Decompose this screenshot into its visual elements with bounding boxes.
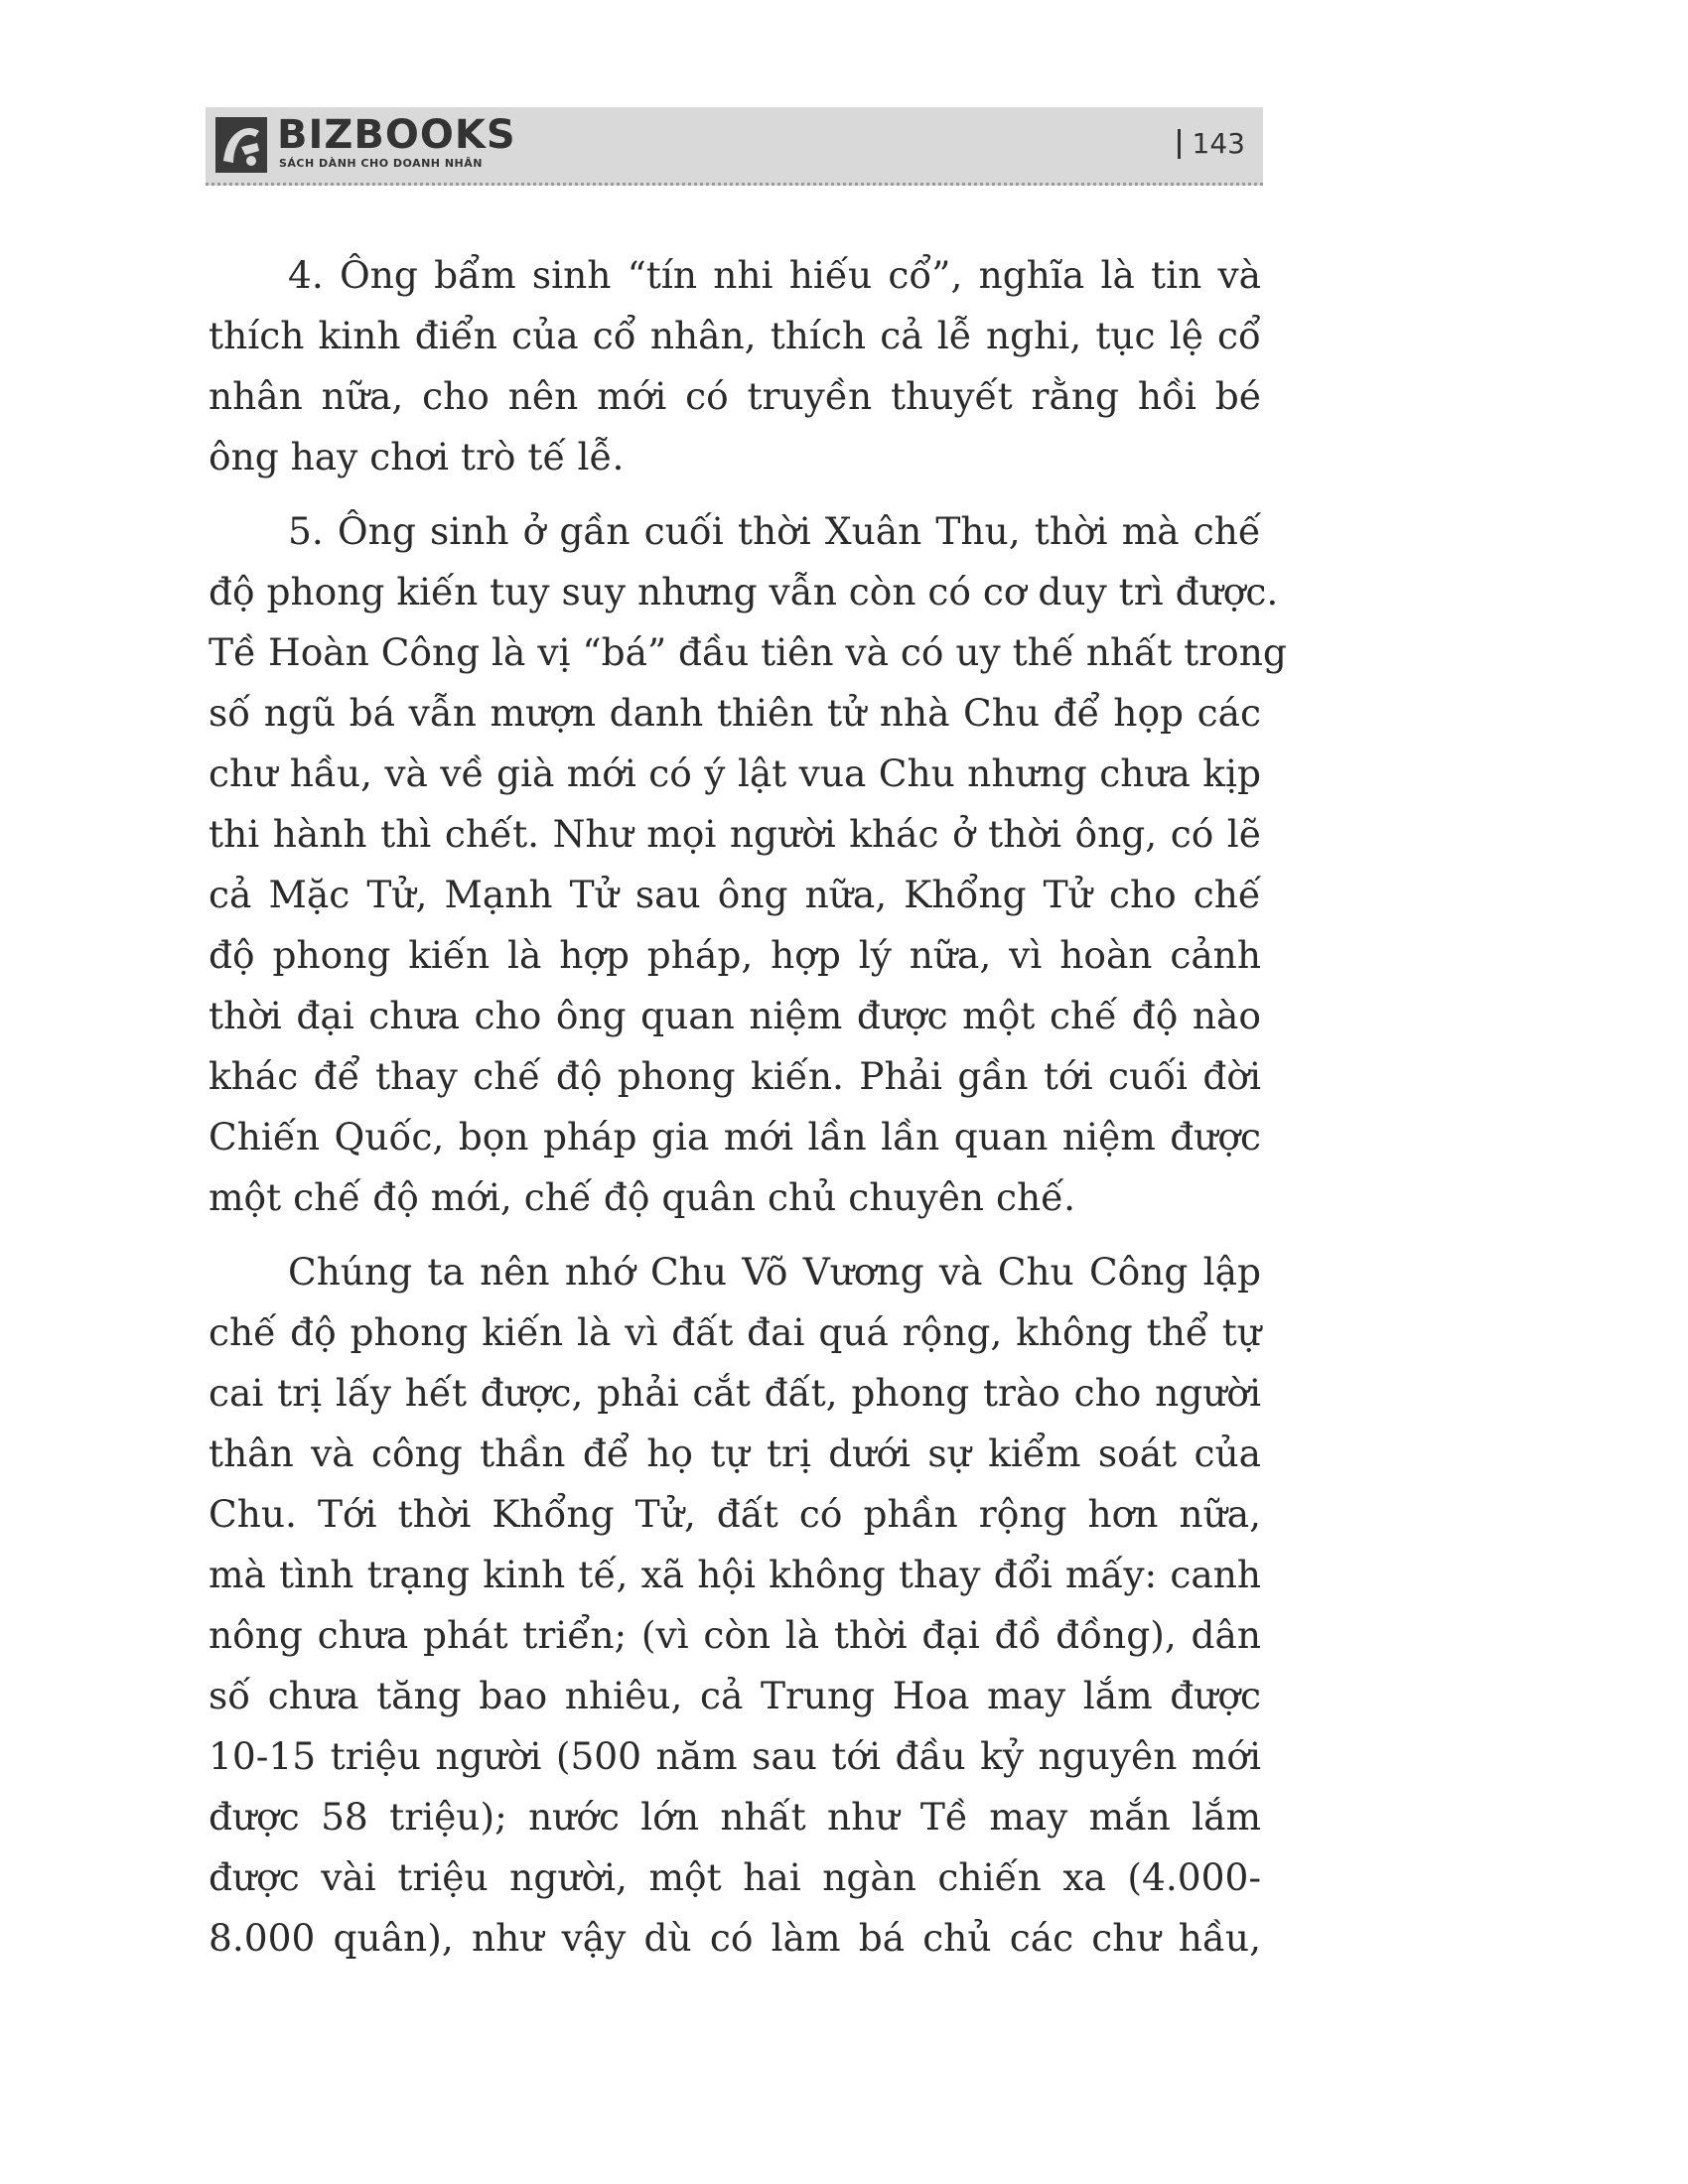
paragraph-4 (209, 245, 1261, 487)
brand-name: BIZBOOKS (277, 112, 516, 158)
text-line: Chiến Quốc, bọn pháp gia mới lần lần quan niệm được (209, 1115, 1261, 1159)
text-line: Chu. Tới thời Khổng Tử, đất có phần rộng hơn nữa, (209, 1492, 1261, 1536)
text-line: được 58 triệu); nước lớn nhất như Tề may mắn lắm (209, 1795, 1261, 1839)
text-line: thân và công thần để họ tự trị dưới sự kiểm soát của (209, 1432, 1261, 1475)
paragraph-6 (209, 1242, 1261, 1969)
text-line: 4. Ông bẩm sinh “tín nhi hiếu cổ”, nghĩa là tin và (288, 253, 1261, 297)
text-line: khác để thay chế độ phong kiến. Phải gần tới cuối đời (209, 1054, 1261, 1098)
text-line: một chế độ mới, chế độ quân chủ chuyên chế. (209, 1175, 1076, 1219)
text-line: mà tình trạng kinh tế, xã hội không thay đổi mấy: canh (209, 1553, 1261, 1596)
text-line: 10-15 triệu người (500 năm sau tới đầu kỷ nguyên mới (209, 1734, 1261, 1778)
text-line: độ phong kiến tuy suy nhưng vẫn còn có cơ duy trì được. (209, 570, 1279, 614)
text-line: số chưa tăng bao nhiêu, cả Trung Hoa may lắm được (209, 1674, 1261, 1717)
running-header (206, 107, 1263, 186)
text-line: chư hầu, và về già mới có ý lật vua Chu nhưng chưa kịp (209, 751, 1261, 795)
text-line: cả Mặc Tử, Mạnh Tử sau ông nữa, Khổng Tử cho chế (209, 873, 1261, 916)
bizbooks-logo-icon (215, 117, 267, 173)
text-line: nông chưa phát triển; (vì còn là thời đại đồ đồng), dân (209, 1613, 1261, 1657)
text-line: Tề Hoàn Công là vị “bá” đầu tiên và có uy thế nhất trong (209, 630, 1287, 674)
text-line: thời đại chưa cho ông quan niệm được một chế độ nào (209, 994, 1261, 1037)
text-line: ông hay chơi trò tế lễ. (209, 435, 625, 478)
text-line: 8.000 quân), như vậy dù có làm bá chủ các chư hầu, (209, 1916, 1261, 1960)
text-line: số ngũ bá vẫn mượn danh thiên tử nhà Chu để họp các (209, 691, 1261, 735)
text-line: cai trị lấy hết được, phải cắt đất, phong trào cho người (209, 1371, 1261, 1415)
text-line: thi hành thì chết. Như mọi người khác ở thời ông, có lẽ (209, 812, 1261, 856)
body-text (209, 245, 1287, 1982)
text-line: 5. Ông sinh ở gần cuối thời Xuân Thu, thời mà chế (288, 509, 1261, 553)
brand-tagline: SÁCH DÀNH CHO DOANH NHÂN (279, 157, 483, 170)
text-line: thích kinh điển của cổ nhân, thích cả lễ nghi, tục lệ cổ (209, 314, 1261, 357)
text-line: được vài triệu người, một hai ngàn chiến xa (4.000- (209, 1855, 1261, 1899)
text-line: nhân nữa, cho nên mới có truyền thuyết rằng hồi bé (209, 374, 1261, 418)
text-line: chế độ phong kiến là vì đất đai quá rộng, không thể tự (209, 1310, 1261, 1354)
paragraph-5 (209, 501, 1287, 1228)
page-number: 143 (1178, 129, 1245, 159)
text-line: độ phong kiến là hợp pháp, hợp lý nữa, vì hoàn cảnh (209, 933, 1261, 977)
text-line: Chúng ta nên nhớ Chu Võ Vương và Chu Công lập (288, 1250, 1261, 1294)
